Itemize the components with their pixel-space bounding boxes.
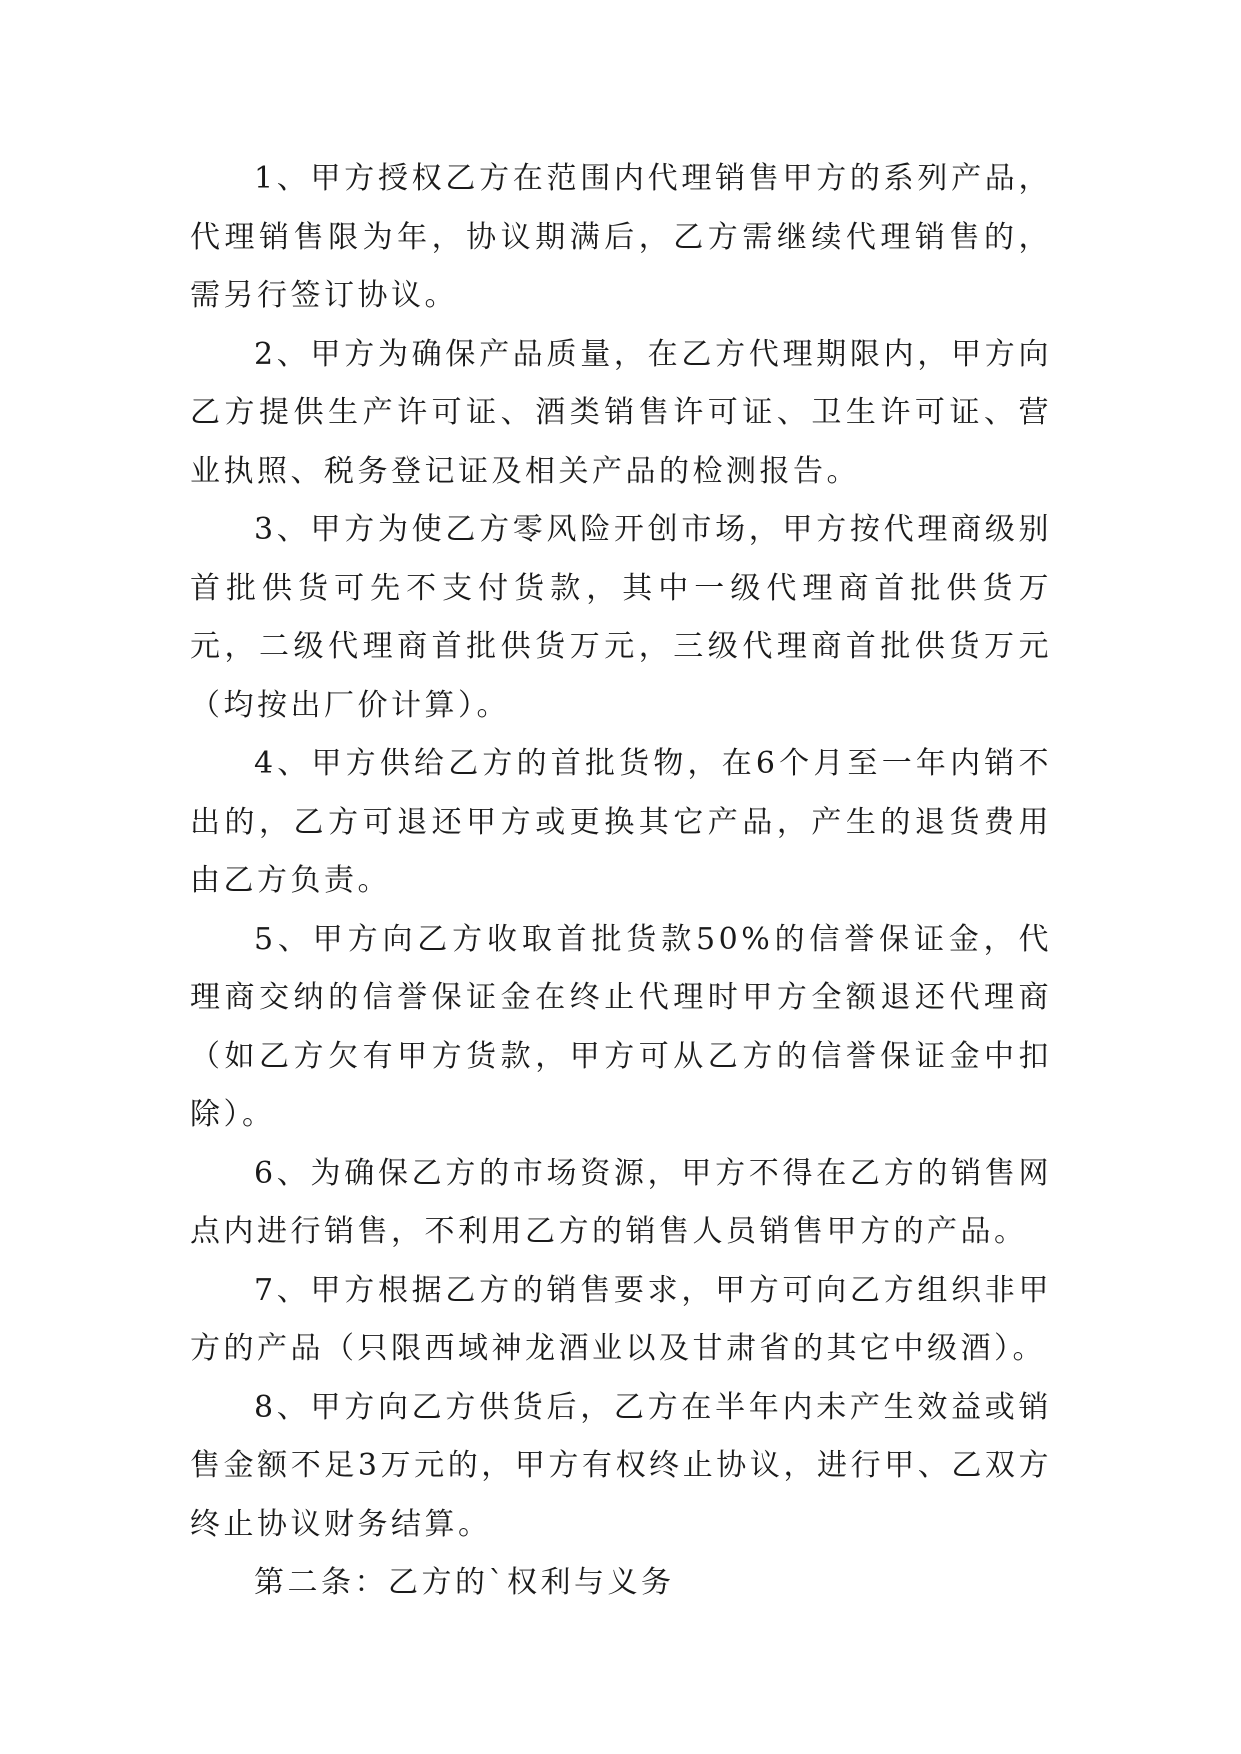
clause-2: 2、甲方为确保产品质量，在乙方代理期限内，甲方向乙方提供生产许可证、酒类销售许可证、卫生许可证、营业执照、税务登记证及相关产品的检测报告。 <box>190 336 1052 489</box>
clause-6: 6、为确保乙方的市场资源，甲方不得在乙方的销售网点内进行销售，不利用乙方的销售人员销售甲方的产品。 <box>190 1155 1052 1249</box>
clause-5: 5、甲方向乙方收取首批货款50%的信誉保证金，代理商交纳的信誉保证金在终止代理时甲方全额退还代理商（如乙方欠有甲方货款，甲方可从乙方的信誉保证金中扣除）。 <box>190 921 1052 1132</box>
clause-8: 8、甲方向乙方供货后，乙方在半年内未产生效益或销售金额不足3万元的，甲方有权终止协议，进行甲、乙双方终止协议财务结算。 <box>190 1389 1052 1542</box>
clause-1: 1、甲方授权乙方在范围内代理销售甲方的系列产品，代理销售限为年，协议期满后，乙方需继续代理销售的，需另行签订协议。 <box>190 161 1052 313</box>
document-body <box>190 150 1052 1613</box>
clause-4: 4、甲方供给乙方的首批货物，在6个月至一年内销不出的，乙方可退还甲方或更换其它产品，产生的退货费用由乙方负责。 <box>190 746 1052 898</box>
clause-7: 7、甲方根据乙方的销售要求，甲方可向乙方组织非甲方的产品（只限西域神龙酒业以及甘肃省的其它中级酒）。 <box>190 1272 1052 1366</box>
clause-3: 3、甲方为使乙方零风险开创市场，甲方按代理商级别首批供货可先不支付货款，其中一级代理商首批供货万元，二级代理商首批供货万元，三级代理商首批供货万元（均按出厂价计算）。 <box>190 512 1052 723</box>
section-heading: 第二条：乙方的`权利与义务 <box>254 1565 675 1600</box>
